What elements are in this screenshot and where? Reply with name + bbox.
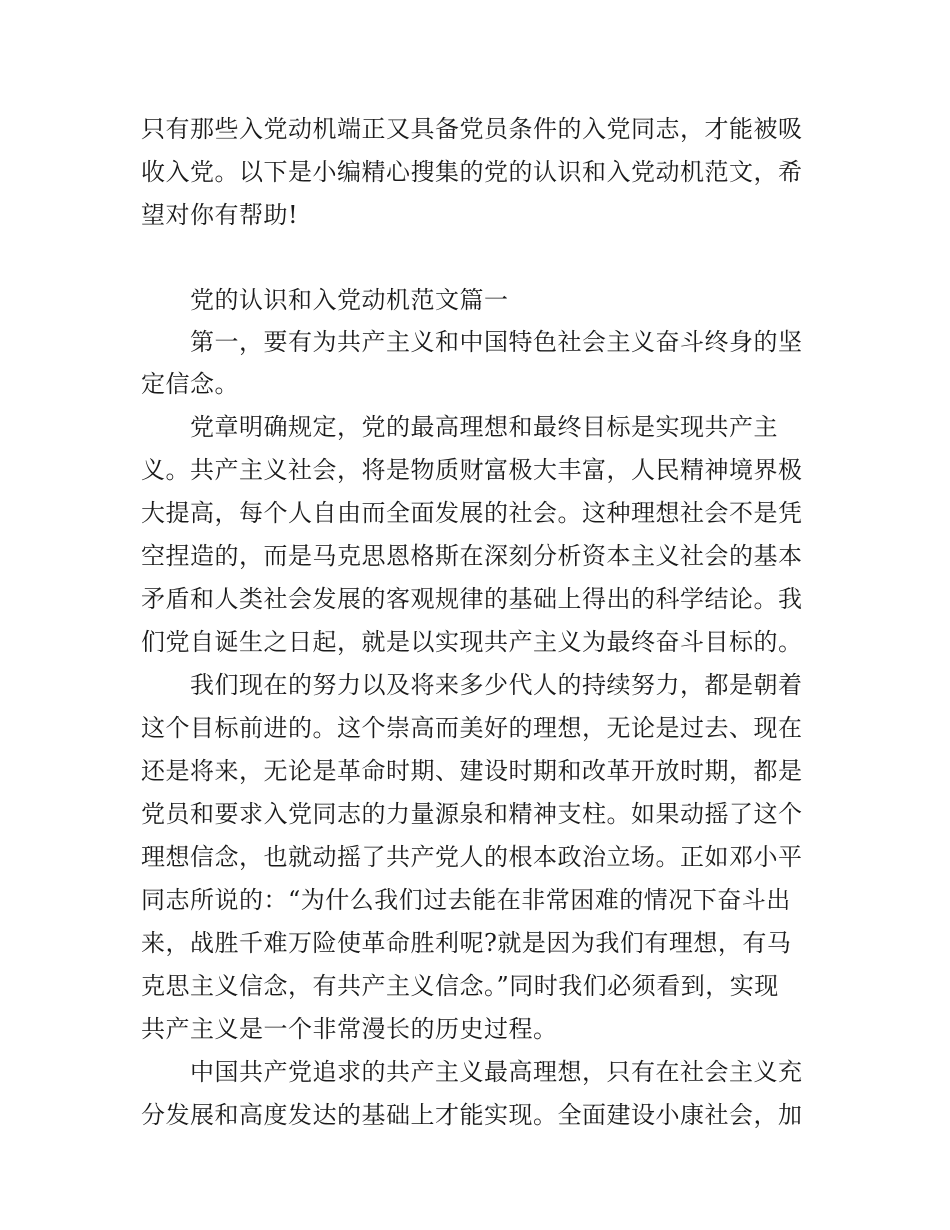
paragraph-line: 我们现在的努力以及将来多少代人的持续努力，都是朝着 xyxy=(190,671,803,699)
paragraph-line: 这个目标前进的。这个崇高而美好的理想，无论是过去、现在 xyxy=(141,714,803,742)
paragraph-line: 大提高，每个人自由而全面发展的社会。这种理想社会不是凭 xyxy=(141,499,803,527)
paragraph-line: 定信念。 xyxy=(141,370,239,398)
paragraph-line: 同志所说的：“为什么我们过去能在非常困难的情况下奋斗出 xyxy=(141,886,791,914)
paragraph-line: 克思主义信念，有共产主义信念。”同时我们必须看到，实现 xyxy=(141,972,779,1000)
intro-line: 收入党。以下是小编精心搜集的党的认识和入党动机范文，希 xyxy=(141,158,803,186)
paragraph-line: 党员和要求入党同志的力量源泉和精神支柱。如果动摇了这个 xyxy=(141,800,803,828)
paragraph-line: 共产主义是一个非常漫长的历史过程。 xyxy=(141,1015,558,1043)
paragraph-line: 中国共产党追求的共产主义最高理想，只有在社会主义充 xyxy=(190,1058,803,1086)
section-title: 党的认识和入党动机范文篇一 xyxy=(190,286,509,314)
intro-line: 只有那些入党动机端正又具备党员条件的入党同志，才能被吸 xyxy=(141,115,803,143)
paragraph-line: 来，战胜千难万险使革命胜利呢?就是因为我们有理想，有马 xyxy=(141,929,792,957)
paragraph-line: 矛盾和人类社会发展的客观规律的基础上得出的科学结论。我 xyxy=(141,585,803,613)
paragraph-line: 义。共产主义社会，将是物质财富极大丰富，人民精神境界极 xyxy=(141,456,803,484)
paragraph-line: 党章明确规定，党的最高理想和最终目标是实现共产主 xyxy=(190,413,778,441)
paragraph-line: 第一，要有为共产主义和中国特色社会主义奋斗终身的坚 xyxy=(190,328,803,356)
intro-line: 望对你有帮助! xyxy=(141,201,299,229)
paragraph-line: 空捏造的，而是马克思恩格斯在深刻分析资本主义社会的基本 xyxy=(141,542,803,570)
paragraph-line: 们党自诞生之日起，就是以实现共产主义为最终奋斗目标的。 xyxy=(141,628,803,656)
paragraph-line: 分发展和高度发达的基础上才能实现。全面建设小康社会，加 xyxy=(141,1101,803,1129)
paragraph-line: 理想信念，也就动摇了共产党人的根本政治立场。正如邓小平 xyxy=(141,843,803,871)
paragraph-line: 还是将来，无论是革命时期、建设时期和改革开放时期，都是 xyxy=(141,757,803,785)
